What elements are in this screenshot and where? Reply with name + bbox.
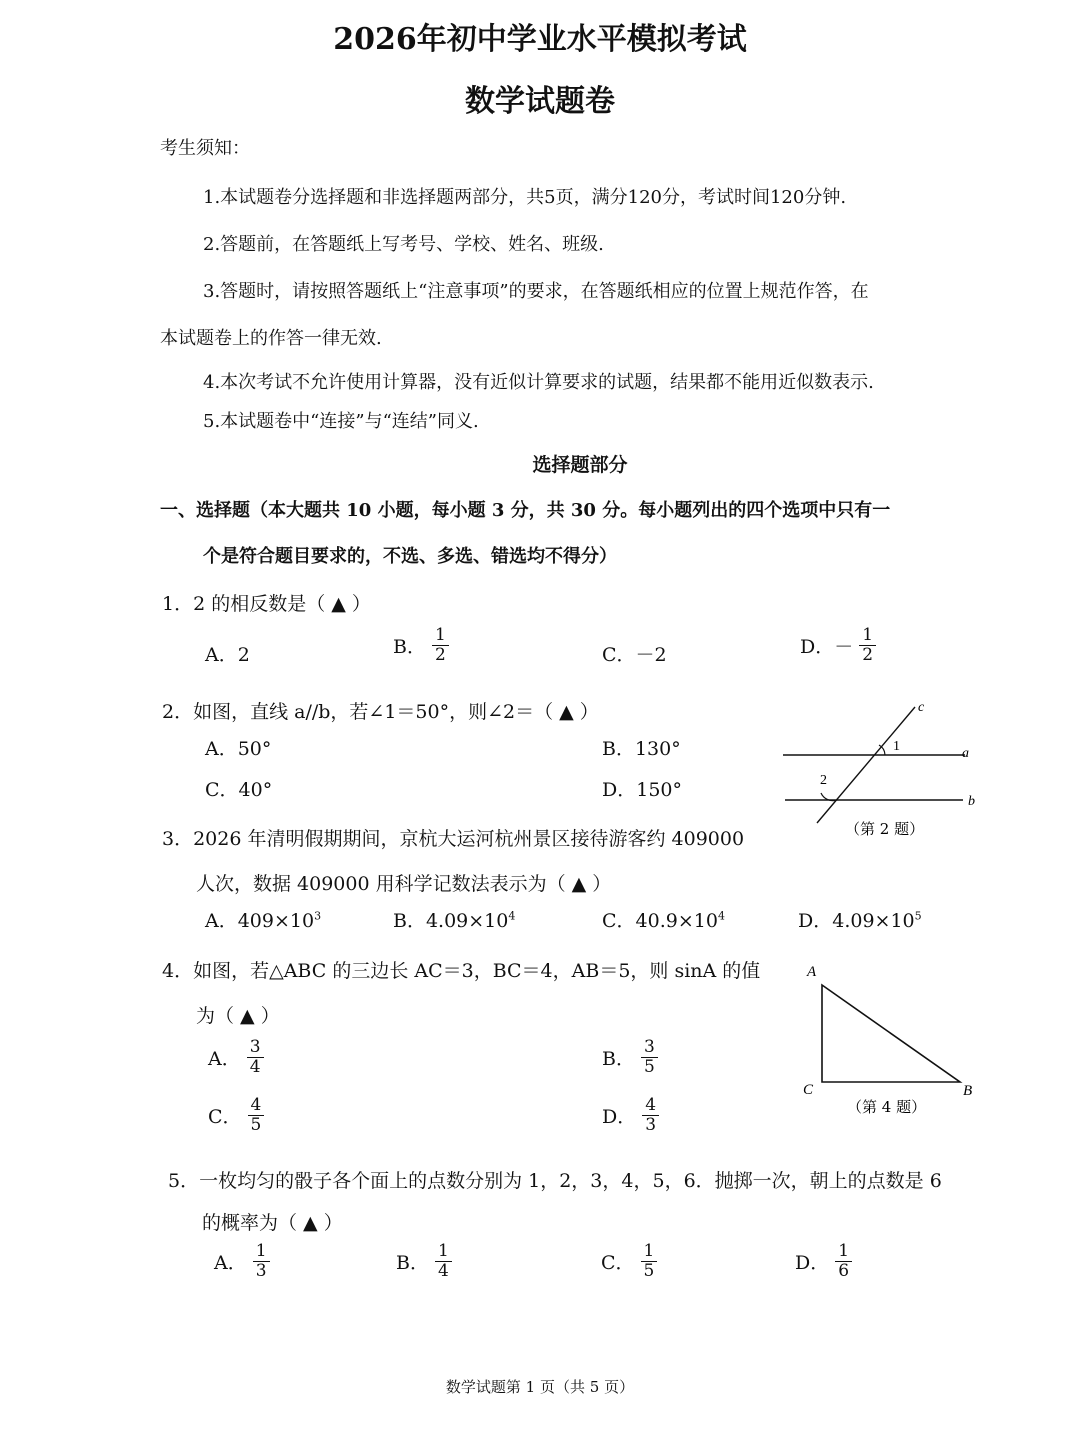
q2-label-angle1: 1 (893, 739, 900, 754)
page-footer: 数学试题第 1 页（共 5 页） (445, 1378, 635, 1396)
notice-item-2: 2.答题前，在答题纸上写考号、学校、姓名、班级. (203, 234, 604, 255)
q3-option-b (393, 906, 515, 933)
notice-item-3: 3.答题时，请按照答题纸上“注意事项”的要求，在答题纸相应的位置上规范作答，在 (203, 281, 869, 302)
q4-stem-line1: 4．如图，若△ABC 的三边长 AC＝3，BC＝4，AB＝5，则 sinA 的值 (162, 960, 761, 982)
q3-stem-line2: 人次，数据 409000 用科学记数法表示为（ ▲ ） (196, 873, 612, 895)
q5-d-denominator: 6 (838, 1261, 850, 1281)
q4-option-d (602, 1096, 659, 1135)
notice-item-4: 4.本次考试不允许使用计算器，没有近似计算要求的试题，结果都不能用近似数表示. (203, 372, 874, 393)
section-title: 选择题部分 (532, 454, 628, 476)
q3-a-exponent: 3 (314, 909, 322, 923)
q2-figure-parallel-lines (775, 695, 995, 845)
q4-option-c-fraction (248, 1096, 265, 1135)
notice-item-1: 1.本试题卷分选择题和非选择题两部分，共5页，满分120分，考试时间120分钟. (203, 187, 847, 208)
q4-c-denominator: 5 (250, 1115, 262, 1135)
q3-a-base: A．409×10 (205, 910, 315, 932)
q2-stem: 2．如图，直线 a//b，若∠1＝50°，则∠2＝（ ▲ ） (162, 701, 599, 723)
q5-a-denominator: 3 (255, 1261, 267, 1281)
q3-stem-line1: 3．2026 年清明假期期间，京杭大运河杭州景区接待游客约 409000 (162, 828, 745, 850)
q4-a-denominator: 4 (249, 1057, 261, 1077)
q2-label-a: a (962, 746, 969, 761)
q5-option-b (396, 1242, 452, 1281)
q4-vertex-c: C (803, 1082, 814, 1098)
q5-option-d-fraction (835, 1242, 852, 1281)
notice-item-3-cont: 本试题卷上的作答一律无效. (160, 328, 382, 349)
q1-d-numerator: 1 (859, 626, 876, 646)
q1-option-c: C．－2 (602, 644, 667, 666)
q5-option-a-fraction (253, 1242, 270, 1281)
q5-option-a-label: A． (214, 1252, 247, 1274)
q3-option-a (205, 906, 321, 933)
q5-option-c (601, 1242, 657, 1281)
q1-stem: 1．2 的相反数是（ ▲ ） (162, 593, 371, 615)
q5-c-denominator: 5 (643, 1261, 655, 1281)
q5-d-numerator: 1 (835, 1242, 852, 1262)
q5-c-numerator: 1 (641, 1242, 658, 1262)
q4-b-numerator: 3 (641, 1038, 658, 1058)
q4-d-denominator: 3 (645, 1115, 657, 1135)
notice-item-5: 5.本试题卷中“连接”与“连结”同义. (203, 411, 479, 432)
q3-d-base: D．4.09×10 (798, 910, 915, 932)
q4-stem-line2: 为（ ▲ ） (196, 1005, 280, 1027)
notice-heading: 考生须知： (160, 138, 250, 159)
q5-stem-line1: 5．一枚均匀的骰子各个面上的点数分别为 1，2，3，4，5，6．抛掷一次，朝上的点数是 6 (168, 1170, 942, 1192)
q3-option-d (798, 906, 922, 933)
q2-line-c (817, 707, 915, 823)
q5-b-numerator: 1 (435, 1242, 452, 1262)
q2-label-c: c (918, 700, 925, 715)
q4-option-c-label: C． (208, 1106, 242, 1128)
q4-triangle-abc (822, 985, 960, 1082)
exam-subtitle: 数学试题卷 (465, 84, 615, 119)
q4-option-a (208, 1038, 264, 1077)
q4-option-a-label: A． (208, 1048, 241, 1070)
q5-stem-line2: 的概率为（ ▲ ） (202, 1212, 343, 1234)
q3-b-exponent: 4 (508, 909, 516, 923)
q4-option-b (602, 1038, 658, 1077)
q4-option-b-fraction (641, 1038, 658, 1077)
q4-d-numerator: 4 (642, 1096, 659, 1116)
q3-b-base: B．4.09×10 (393, 910, 509, 932)
q4-vertex-a: A (807, 964, 817, 980)
q4-a-numerator: 3 (247, 1038, 264, 1058)
q4-option-b-label: B． (602, 1048, 635, 1070)
q2-option-b: B．130° (602, 738, 681, 760)
q4-option-c (208, 1096, 264, 1135)
section-heading-line1: 一、选择题（本大题共 10 小题，每小题 3 分，共 30 分。每小题列出的四个选项中只有一 (160, 500, 891, 521)
q4-option-d-label: D． (602, 1106, 637, 1128)
q1-option-d (800, 626, 876, 665)
q3-d-exponent: 5 (914, 909, 922, 923)
q1-option-d-fraction (859, 626, 876, 665)
q4-vertex-b: B (963, 1083, 973, 1099)
q3-option-c (602, 906, 725, 933)
q2-option-a: A．50° (205, 738, 272, 760)
q1-option-b-label: B． (393, 636, 426, 658)
q5-option-a (214, 1242, 270, 1281)
q4-figure-triangle (795, 960, 985, 1120)
q1-option-b (393, 626, 449, 665)
q1-b-numerator: 1 (432, 626, 449, 646)
section-heading-line2: 个是符合题目要求的，不选、多选、错选均不得分） (203, 546, 617, 567)
q5-option-b-label: B． (396, 1252, 429, 1274)
q5-option-c-label: C． (601, 1252, 635, 1274)
q4-c-numerator: 4 (248, 1096, 265, 1116)
q2-option-c: C．40° (205, 779, 273, 801)
q1-option-d-label: D．－ (800, 636, 854, 658)
q2-label-b: b (968, 794, 975, 809)
q4-option-a-fraction (247, 1038, 264, 1077)
q4-b-denominator: 5 (643, 1057, 655, 1077)
q2-option-d: D．150° (602, 779, 682, 801)
q5-b-denominator: 4 (437, 1261, 449, 1281)
q2-figure-caption: （第 2 题） (845, 820, 925, 838)
q1-option-a: A．2 (205, 644, 250, 666)
q3-c-exponent: 4 (717, 909, 725, 923)
q5-option-d-label: D． (795, 1252, 830, 1274)
q1-d-denominator: 2 (862, 645, 874, 665)
q4-option-d-fraction (642, 1096, 659, 1135)
q5-option-c-fraction (641, 1242, 658, 1281)
q2-label-angle2: 2 (820, 773, 827, 788)
q3-c-base: C．40.9×10 (602, 910, 718, 932)
q2-angle1-arc (879, 745, 885, 755)
q1-option-b-fraction (432, 626, 449, 665)
exam-title: 2026年初中学业水平模拟考试 (333, 22, 747, 57)
q5-option-b-fraction (435, 1242, 452, 1281)
q1-b-denominator: 2 (434, 645, 446, 665)
q5-a-numerator: 1 (253, 1242, 270, 1262)
q4-figure-caption: （第 4 题） (847, 1098, 927, 1116)
q5-option-d (795, 1242, 852, 1281)
